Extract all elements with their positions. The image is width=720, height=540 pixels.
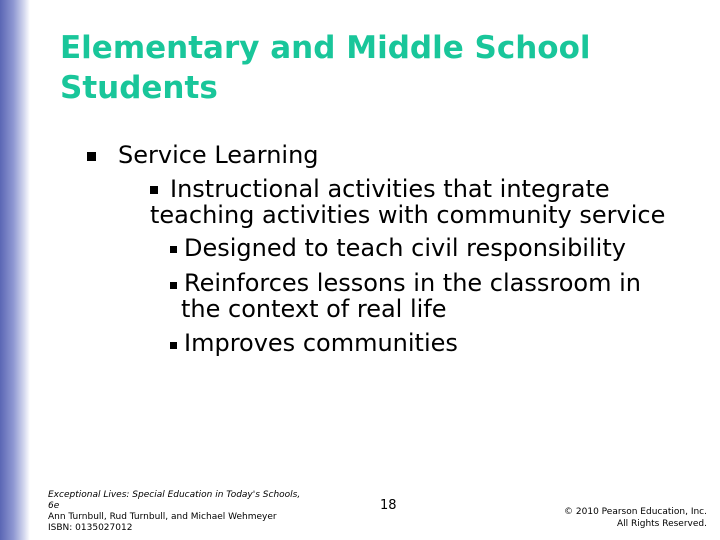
bullet-square-icon [170, 342, 177, 349]
slide-title [60, 28, 680, 108]
bullet-square-icon [170, 246, 177, 253]
bullet-reinforces-line-1: Reinforces lessons in the classroom in [184, 269, 641, 297]
bullet-reinforces-line-2: the context of real life [181, 295, 447, 323]
footer-book-title-line-2: 6e [48, 501, 60, 511]
footer-isbn: ISBN: 0135027012 [48, 523, 133, 533]
bullet-square-icon [87, 152, 96, 161]
left-decorative-band [0, 0, 30, 540]
bullet-improves: Improves communities [184, 329, 458, 357]
slide-title-line-1: Elementary and Middle School [60, 30, 591, 66]
bullet-instructional-line-2: teaching activities with community service [150, 201, 666, 229]
footer-copyright [487, 506, 707, 530]
page-number: 18 [380, 498, 397, 513]
footer-citation [48, 490, 348, 534]
footer-copyright-line-1: © 2010 Pearson Education, Inc. [564, 507, 707, 517]
footer-copyright-line-2: All Rights Reserved. [616, 519, 707, 529]
bullet-square-icon [170, 282, 177, 289]
footer-authors: Ann Turnbull, Rud Turnbull, and Michael Wehmeyer [48, 512, 277, 522]
slide-title-line-2: Students [60, 70, 218, 106]
bullet-instructional-line-1: Instructional activities that integrate [170, 175, 610, 203]
bullet-designed: Designed to teach civil responsibility [184, 234, 626, 262]
footer-book-title-line-1: Exceptional Lives: Special Education in Today's Schools, [48, 490, 301, 500]
bullet-square-icon [150, 186, 158, 194]
bullet-service-learning: Service Learning [118, 141, 319, 169]
